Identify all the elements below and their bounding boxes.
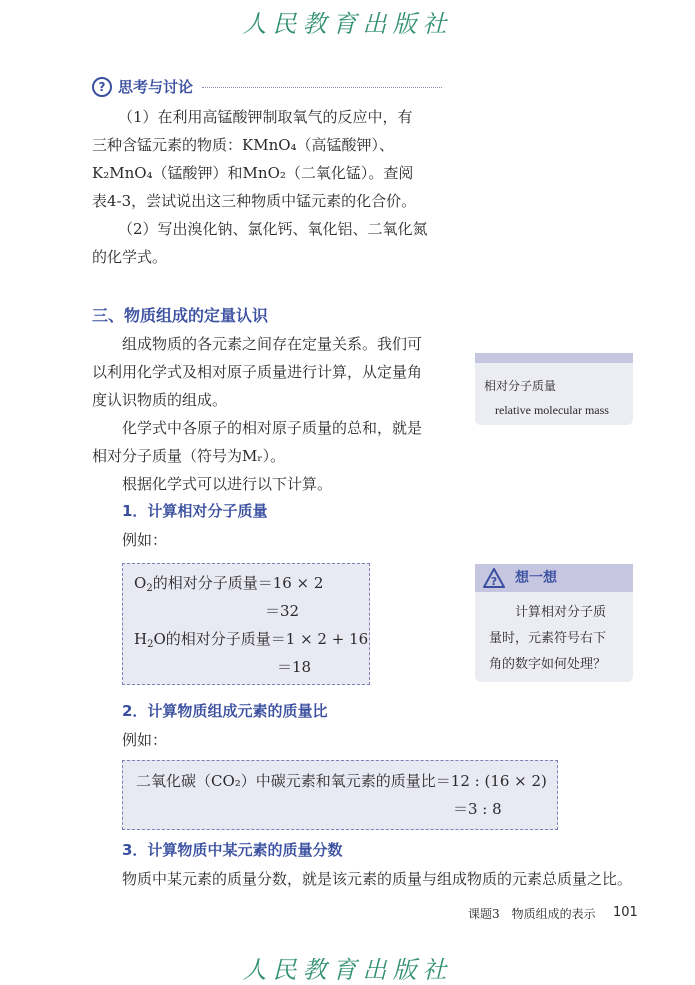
think-line-1: 计算相对分子质 — [515, 605, 607, 620]
think-box — [475, 564, 633, 682]
footer-lesson: 课题3 物质组成的表示 — [468, 907, 596, 921]
discussion-title: 思考与讨论 — [118, 78, 194, 96]
calc-box-2 — [122, 760, 558, 830]
subheading-1: 1．计算相对分子质量 — [122, 502, 268, 520]
warning-icon — [483, 568, 505, 588]
discussion-line-3: K₂MnO₄（锰酸钾）和MnO₂（二氧化锰）。查阅 — [92, 164, 414, 182]
think-title: 想一想 — [515, 570, 557, 586]
section-heading: 三、物质组成的定量认识 — [92, 306, 269, 325]
glossary-box — [475, 353, 633, 425]
discussion-line-4: 表4-3，尝试说出这三种物质中锰元素的化合价。 — [92, 192, 417, 210]
page-number: 101 — [613, 905, 638, 920]
calc-o2-result: ＝32 — [265, 602, 300, 620]
glossary-term-zh: 相对分子质量 — [484, 379, 557, 393]
calc-box-1 — [122, 563, 370, 685]
calc-o2-text: 的相对分子质量＝16 × 2 — [152, 574, 324, 592]
para1-line-2: 以利用化学式及相对原子质量进行计算，从定量角 — [92, 363, 423, 381]
calc-o2-line: $O_2$的相对分子质量＝16 × 2 — [134, 574, 324, 594]
discussion-line-5: （2）写出溴化钠、氯化钙、氧化铝、二氧化氮 — [118, 220, 428, 238]
question-icon: ? — [92, 77, 112, 97]
think-line-3: 角的数字如何处理？ — [489, 657, 607, 672]
para4: 物质中某元素的质量分数，就是该元素的质量与组成物质的元素总质量之比。 — [122, 870, 633, 888]
think-line-2: 量时，元素符号右下 — [489, 631, 607, 646]
para1-line-3: 度认识物质的组成。 — [92, 391, 228, 409]
para2-line-2: 相对分子质量（符号为Mᵣ）。 — [92, 447, 286, 465]
svg-text:?: ? — [490, 575, 498, 588]
discussion-line-2: 三种含锰元素的物质：KMnO₄（高锰酸钾）、 — [92, 136, 395, 154]
para1-line-1: 组成物质的各元素之间存在定量关系。我们可 — [122, 335, 423, 353]
glossary-bar — [475, 353, 633, 363]
calc-h2o-result: ＝18 — [277, 658, 312, 676]
publisher-logo-footer: 人民教育出版社 — [242, 956, 453, 984]
example-label-2: 例如： — [122, 731, 168, 749]
calc-co2-line: 二氧化碳（CO₂）中碳元素和氧元素的质量比＝12 : (16 × 2) — [136, 772, 547, 790]
subheading-3: 3．计算物质中某元素的质量分数 — [122, 841, 343, 859]
discussion-line-1: （1）在利用高锰酸钾制取氧气的反应中，有 — [118, 108, 413, 126]
calc-h2o-text: 的相对分子质量＝1 × 2 + 16 — [165, 630, 369, 648]
para3: 根据化学式可以进行以下计算。 — [122, 475, 333, 493]
glossary-term-en: relative molecular mass — [495, 403, 609, 417]
discussion-divider — [202, 87, 442, 88]
example-label-1: 例如： — [122, 531, 168, 549]
discussion-line-6: 的化学式。 — [92, 248, 168, 266]
calc-h2o-line: $H_2O$的相对分子质量＝1 × 2 + 16 — [134, 630, 369, 650]
publisher-logo-header: 人民教育出版社 — [242, 10, 453, 38]
subheading-2: 2．计算物质组成元素的质量比 — [122, 702, 328, 720]
para2-line-1: 化学式中各原子的相对原子质量的总和，就是 — [122, 419, 423, 437]
calc-co2-result: ＝3 : 8 — [453, 800, 502, 818]
